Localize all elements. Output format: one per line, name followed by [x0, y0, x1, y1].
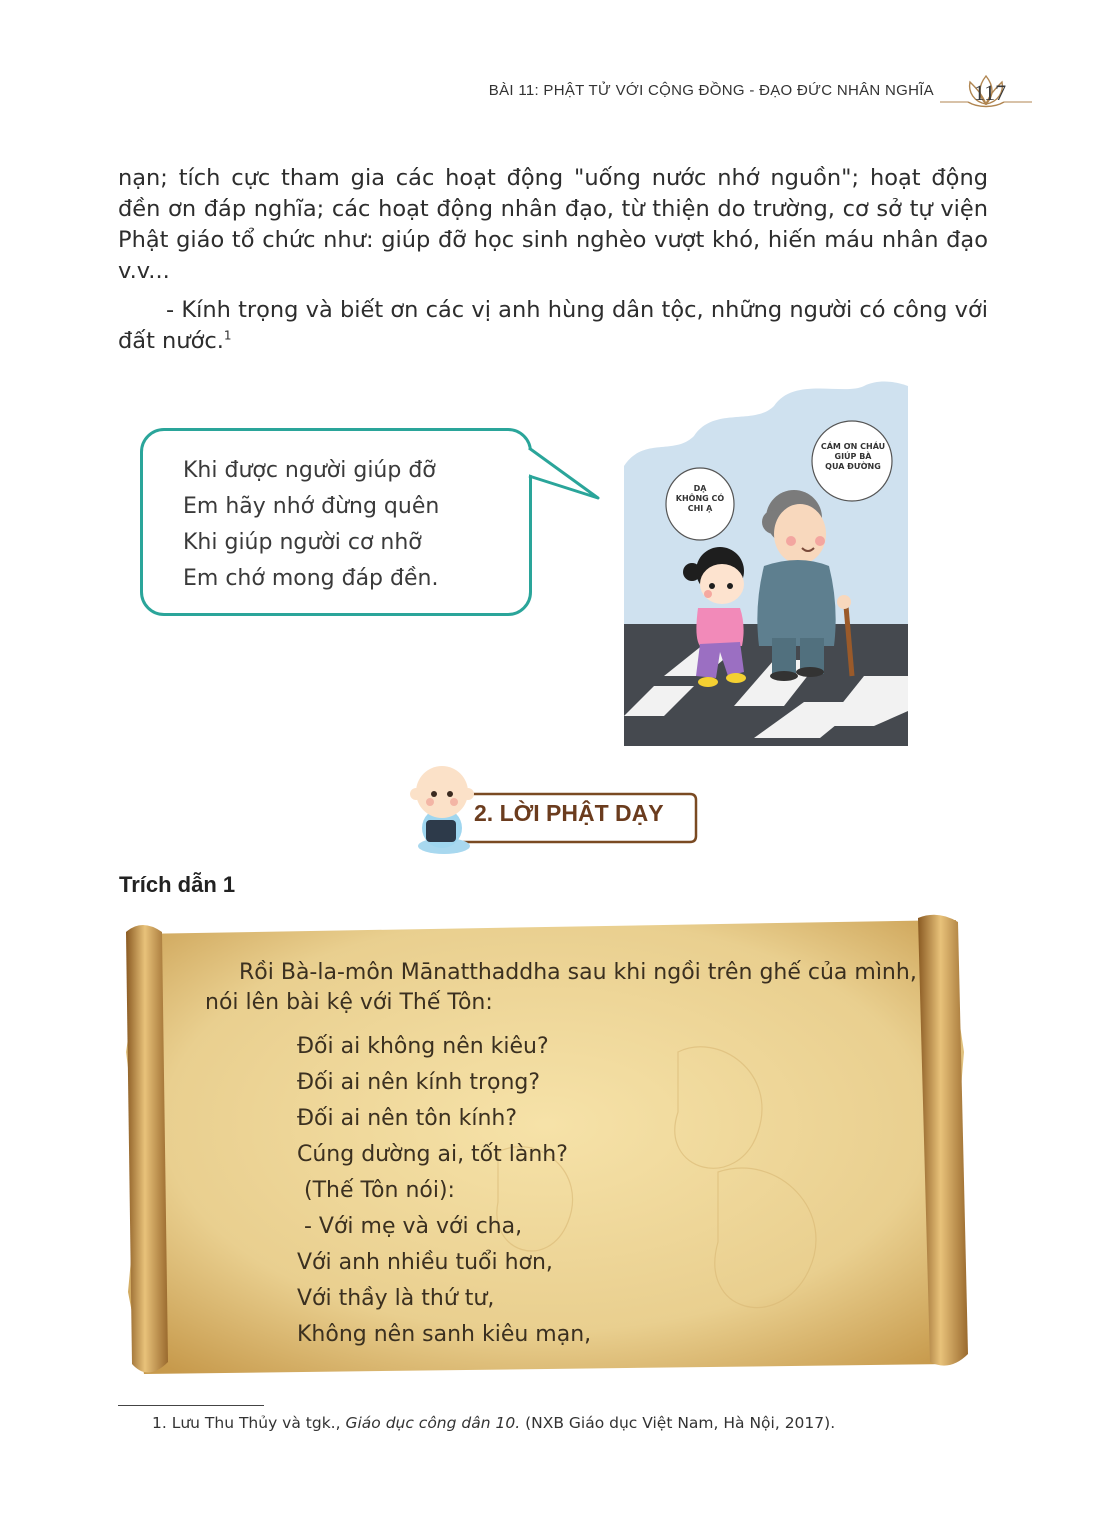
verse-line: Đối ai nên kính trọng?: [297, 1070, 541, 1095]
page-header: [0, 70, 1106, 110]
footnote-suffix: (NXB Giáo dục Việt Nam, Hà Nội, 2017).: [520, 1414, 836, 1432]
grandma-speech: [818, 442, 888, 472]
poem-line: Khi được người giúp đỡ: [183, 458, 436, 483]
poem-line: Em chớ mong đáp đền.: [183, 566, 439, 591]
body-paragraph-text: - Kính trọng và biết ơn các vị anh hùng dân tộc, những người có công với đất nước.: [118, 297, 988, 354]
poem-line: Em hãy nhớ đừng quên: [183, 494, 440, 519]
body-paragraph: [118, 295, 988, 357]
bubble-tail: [528, 428, 608, 508]
girl-speech: [668, 484, 732, 514]
footnote-book-title: Giáo dục công dân 10.: [345, 1414, 521, 1432]
verse-line: Với anh nhiều tuổi hơn,: [297, 1250, 553, 1275]
verse-line: Cúng dường ai, tốt lành?: [297, 1142, 568, 1167]
poem-line: Khi giúp người cơ nhỡ: [183, 530, 422, 555]
page-number: 117: [973, 80, 1007, 105]
footnote-rule: [118, 1405, 264, 1406]
speech-line: QUA ĐƯỜNG: [825, 462, 881, 471]
crosswalk-illustration: [624, 376, 908, 746]
verse-line: - Với mẹ và với cha,: [297, 1214, 523, 1239]
speech-line: KHÔNG CÓ: [675, 494, 725, 503]
illustration-art: [624, 376, 908, 746]
verse-line: Đối ai không nên kiêu?: [297, 1034, 549, 1059]
footnote-ref: 1: [223, 328, 232, 343]
footnote: [152, 1414, 835, 1432]
poem-bubble: [140, 428, 532, 616]
speech-line: DẠ: [693, 484, 707, 493]
verse-line: Không nên sanh kiêu mạn,: [297, 1322, 592, 1347]
body-paragraph: nạn; tích cực tham gia các hoạt động "uống nước nhớ nguồn"; hoạt động đền ơn đáp nghĩa; các hoạt động nhân đạo, từ thiện do trường, cơ sở tự viện Phật giáo tổ chức như: giúp đỡ học sinh nghèo vượt khó, hiến máu nhân đạo v.v...: [118, 165, 988, 284]
lesson-title: BÀI 11: PHẬT TỬ VỚI CỘNG ĐỒNG - ĐẠO ĐỨC NHÂN NGHĨA: [488, 82, 934, 99]
verse-line: Với thầy là thứ tư,: [297, 1286, 495, 1311]
section-title: 2. LỜI PHẬT DẠY: [474, 800, 664, 826]
quote-heading: Trích dẫn 1: [119, 872, 236, 897]
speech-line: CÁM ƠN CHÁU: [820, 442, 886, 451]
speech-line: CHI Ạ: [687, 504, 713, 513]
verse-line: (Thế Tôn nói):: [297, 1178, 455, 1203]
footnote-prefix: 1. Lưu Thu Thủy và tgk.,: [152, 1414, 346, 1432]
quote-intro: Rồi Bà-la-môn Mānatthaddha sau khi ngồi trên ghế của mình, nói lên bài kệ với Thế Tôn:: [205, 960, 917, 1015]
verse-line: Đối ai nên tôn kính?: [297, 1106, 518, 1131]
verse-list: [297, 1029, 591, 1353]
speech-line: GIÚP BÀ: [834, 452, 872, 461]
